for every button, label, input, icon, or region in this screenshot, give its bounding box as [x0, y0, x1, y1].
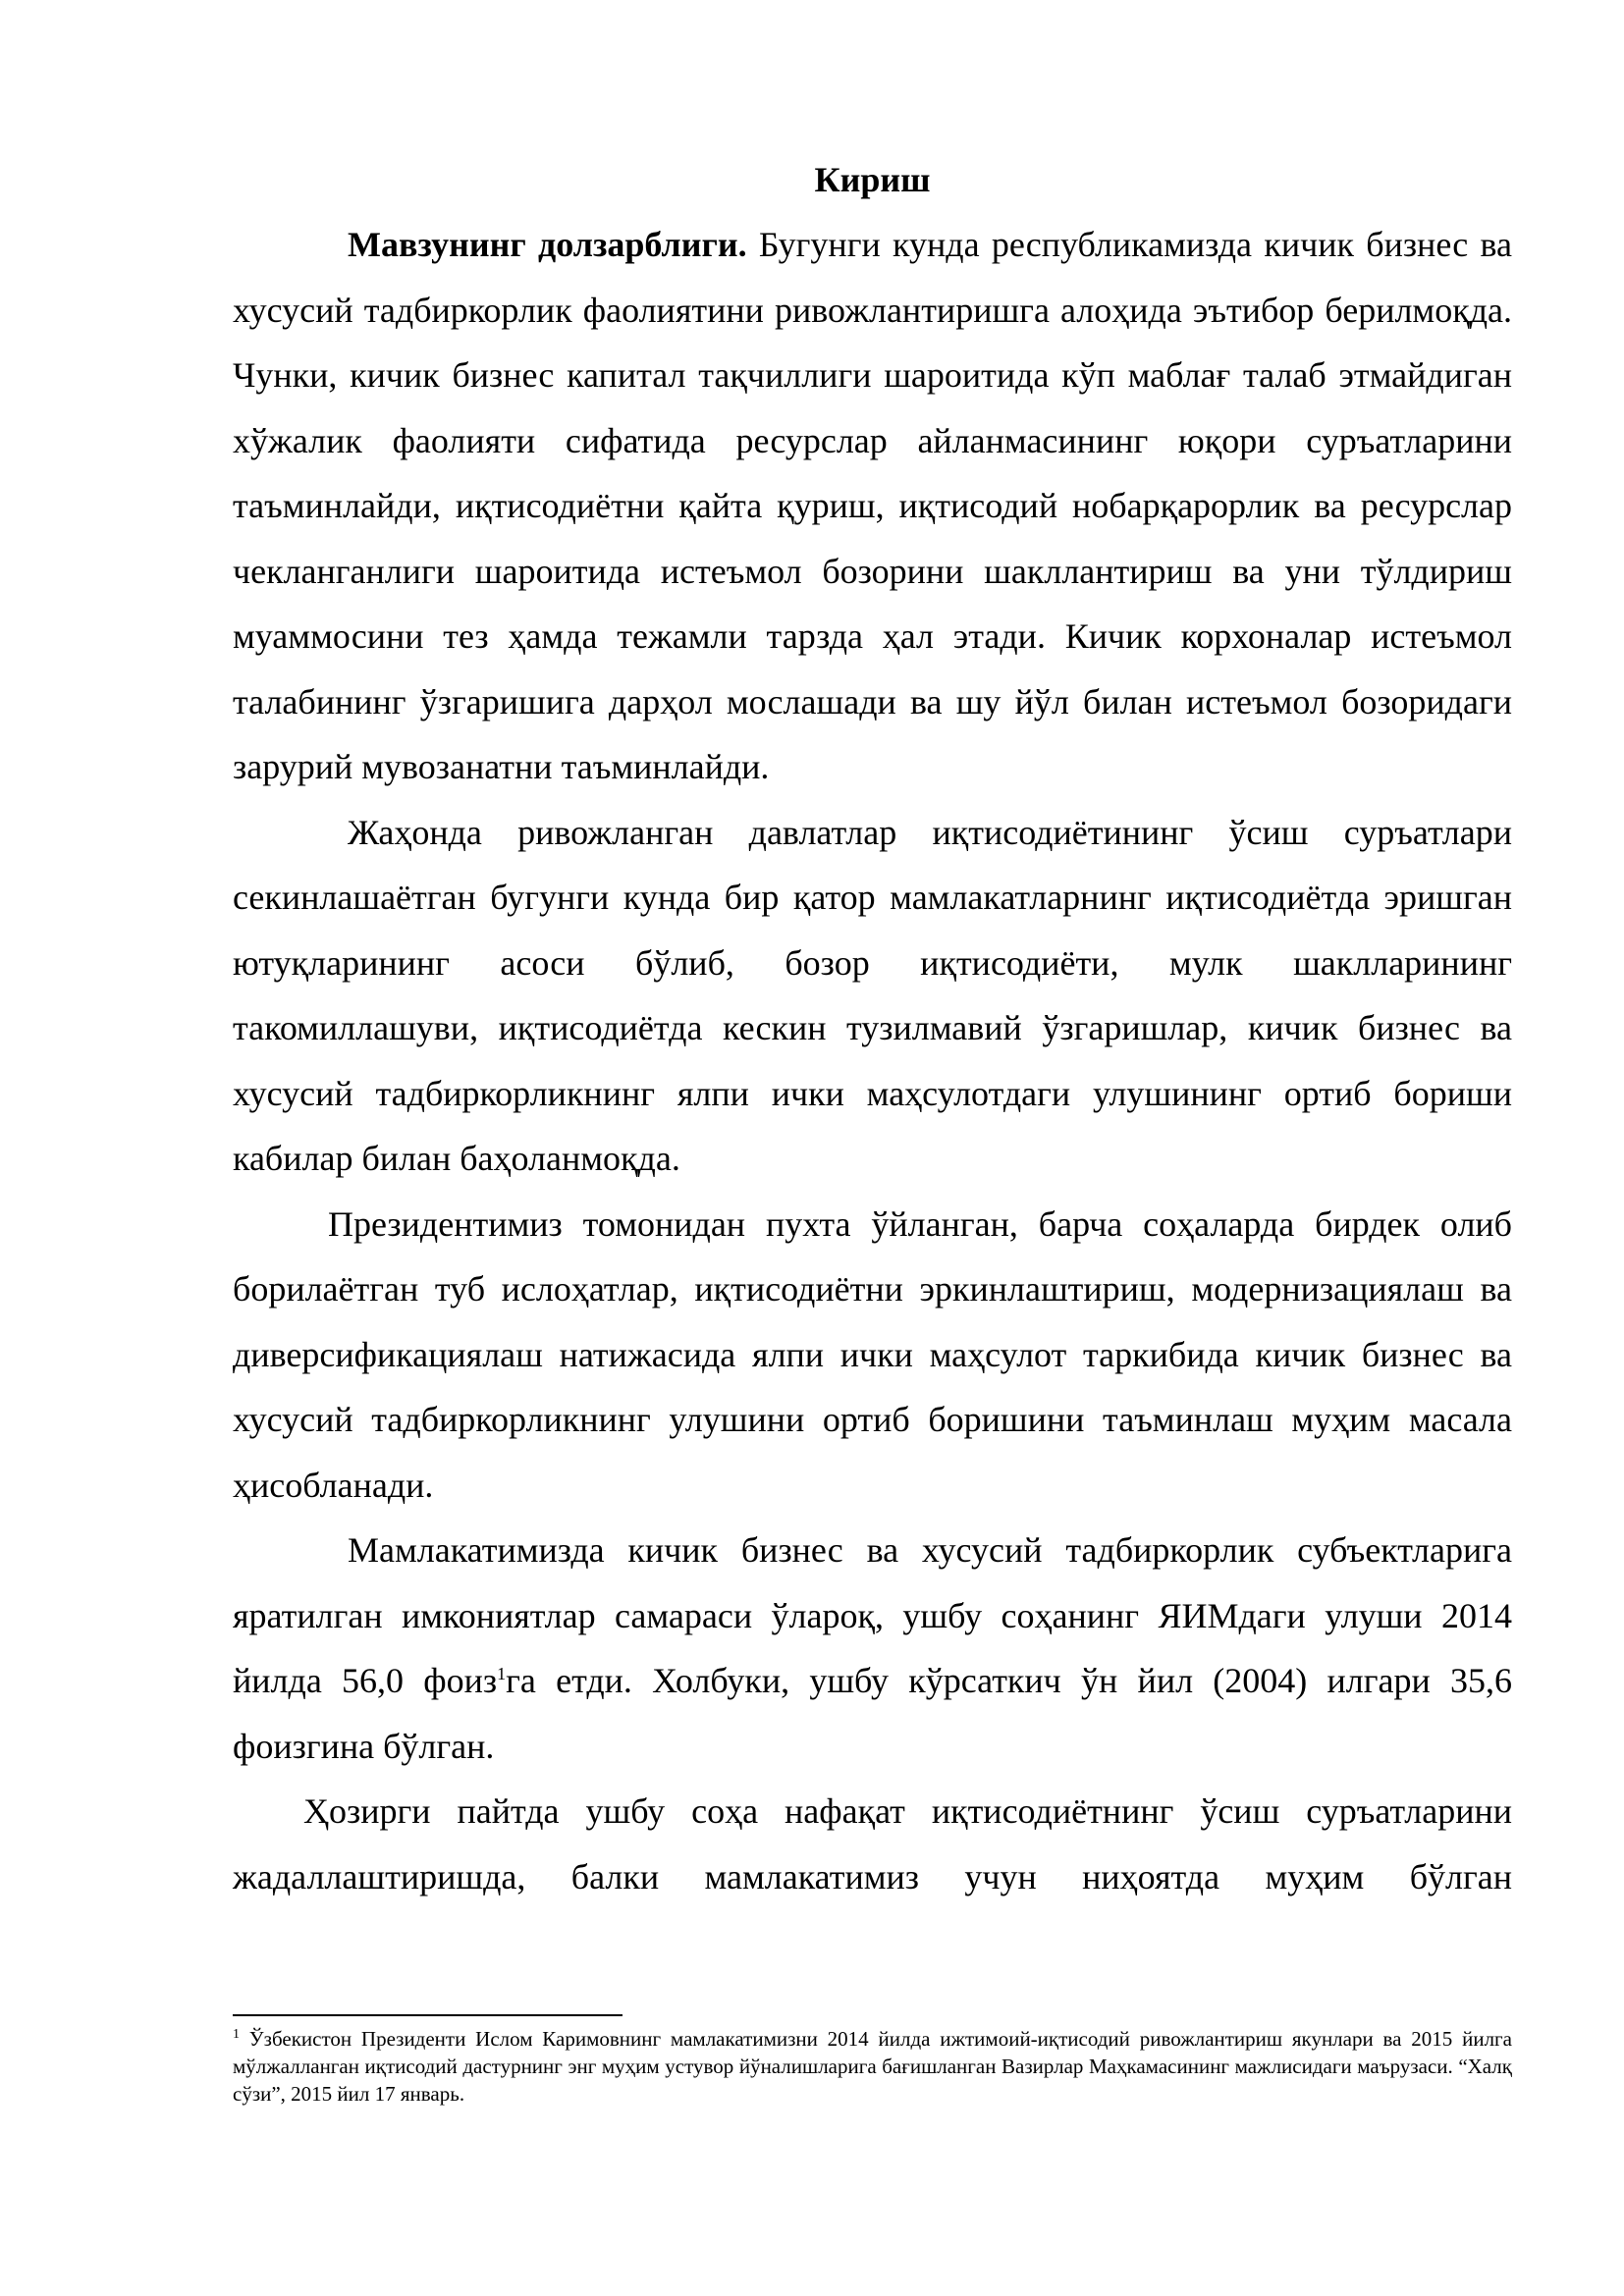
footnote — [233, 2025, 1512, 2108]
body-text — [233, 147, 1512, 1909]
paragraph-gdp-share-text-a: Мамлакатимизда кичик бизнес ва хусусий тадбиркорлик субъектларига яратилган имкониятлар самараси ўлароқ, ушбу соҳанинг ЯИМдаги улуши 2014 йилда 56,0 фоиз — [233, 1530, 1512, 1700]
paragraph-gdp-share-text-b: га етди. Холбуки, ушбу кўрсаткич ўн йил (2004) илгари 35,6 фоизгина бўлган. — [233, 1661, 1512, 1766]
footnote-mark: 1 — [233, 2027, 240, 2042]
paragraph-relevance — [233, 212, 1512, 800]
paragraph-relevance-text: Бугунги кунда республикамизда кичик бизнес ва хусусий тадбиркорлик фаолиятини ривожлантиришга алоҳида эътибор берилмоқда. Чунки, кичик бизнес капитал тақчиллиги шароитида кўп маблағ талаб этмайдиган хўжалик фаолияти сифатида ресурслар айланмасининг юқори суръатларини таъминлайди, иқтисодиётни қайта қуриш, иқтисодий нобарқарорлик ва ресурслар чекланганлиги шароитида истеъмол бозорини шакллантириш ва уни тўлдириш муаммосини тез ҳамда тежамли тарзда ҳал этади. Кичик корхоналар истеъмол талабининг ўзгаришига дарҳол мослашади ва шу йўл билан истеъмол бозоридаги зарурий мувозанатни таъминлайди. — [233, 225, 1512, 786]
footnote-separator — [233, 2014, 623, 2016]
footnote-reference[interactable]: 1 — [497, 1664, 507, 1683]
paragraph-reforms: Президентимиз томонидан пухта ўйланган, барча соҳаларда бирдек олиб борилаётган туб ислоҳатлар, иқтисодиётни эркинлаштириш, модернизациялаш ва диверсификациялаш натижасида ялпи ички маҳсулот таркибида кичик бизнес ва хусусий тадбиркорликнинг улушини ортиб боришини таъминлаш муҳим масала ҳисобланади. — [233, 1203, 1512, 1505]
footnote-text: Ўзбекистон Президенти Ислом Каримовнинг мамлакатимизни 2014 йилда ижтимоий-иқтисодий ривожлантириш якунлари ва 2015 йилга мўлжалланган иқтисодий дастурнинг энг муҳим устувор йўналишларига бағишланган Вазирлар Маҳкамасининг мажлисидаги маърузаси. “Халқ сўзи”, 2015 йил 17 январь. — [233, 2027, 1512, 2106]
paragraph-gdp-share — [233, 1518, 1512, 1779]
paragraph-current: Ҳозирги пайтда ушбу соҳа нафақат иқтисодиётнинг ўсиш суръатларини жадаллаштиришда, балки мамлакатимиз учун ниҳоятда муҳим бўлган — [233, 1791, 1512, 1896]
page-title: Кириш — [814, 160, 931, 199]
paragraph-lead-heading: Мавзунинг долзарблиги. — [348, 225, 747, 264]
paragraph-world-economy: Жаҳонда ривожланган давлатлар иқтисодиётининг ўсиш суръатлари секинлашаётган бугунги кунда бир қатор мамлакатларнинг иқтисодиётда эришган ютуқларининг асоси бўлиб, бозор иқтисодиёти, мулк шаклларининг такомиллашуви, иқтисодиётда кескин тузилмавий ўзгаришлар, кичик бизнес ва хусусий тадбиркорликнинг ялпи ички маҳсулотдаги улушининг ортиб бориши кабилар билан баҳоланмоқда. — [233, 812, 1512, 1178]
